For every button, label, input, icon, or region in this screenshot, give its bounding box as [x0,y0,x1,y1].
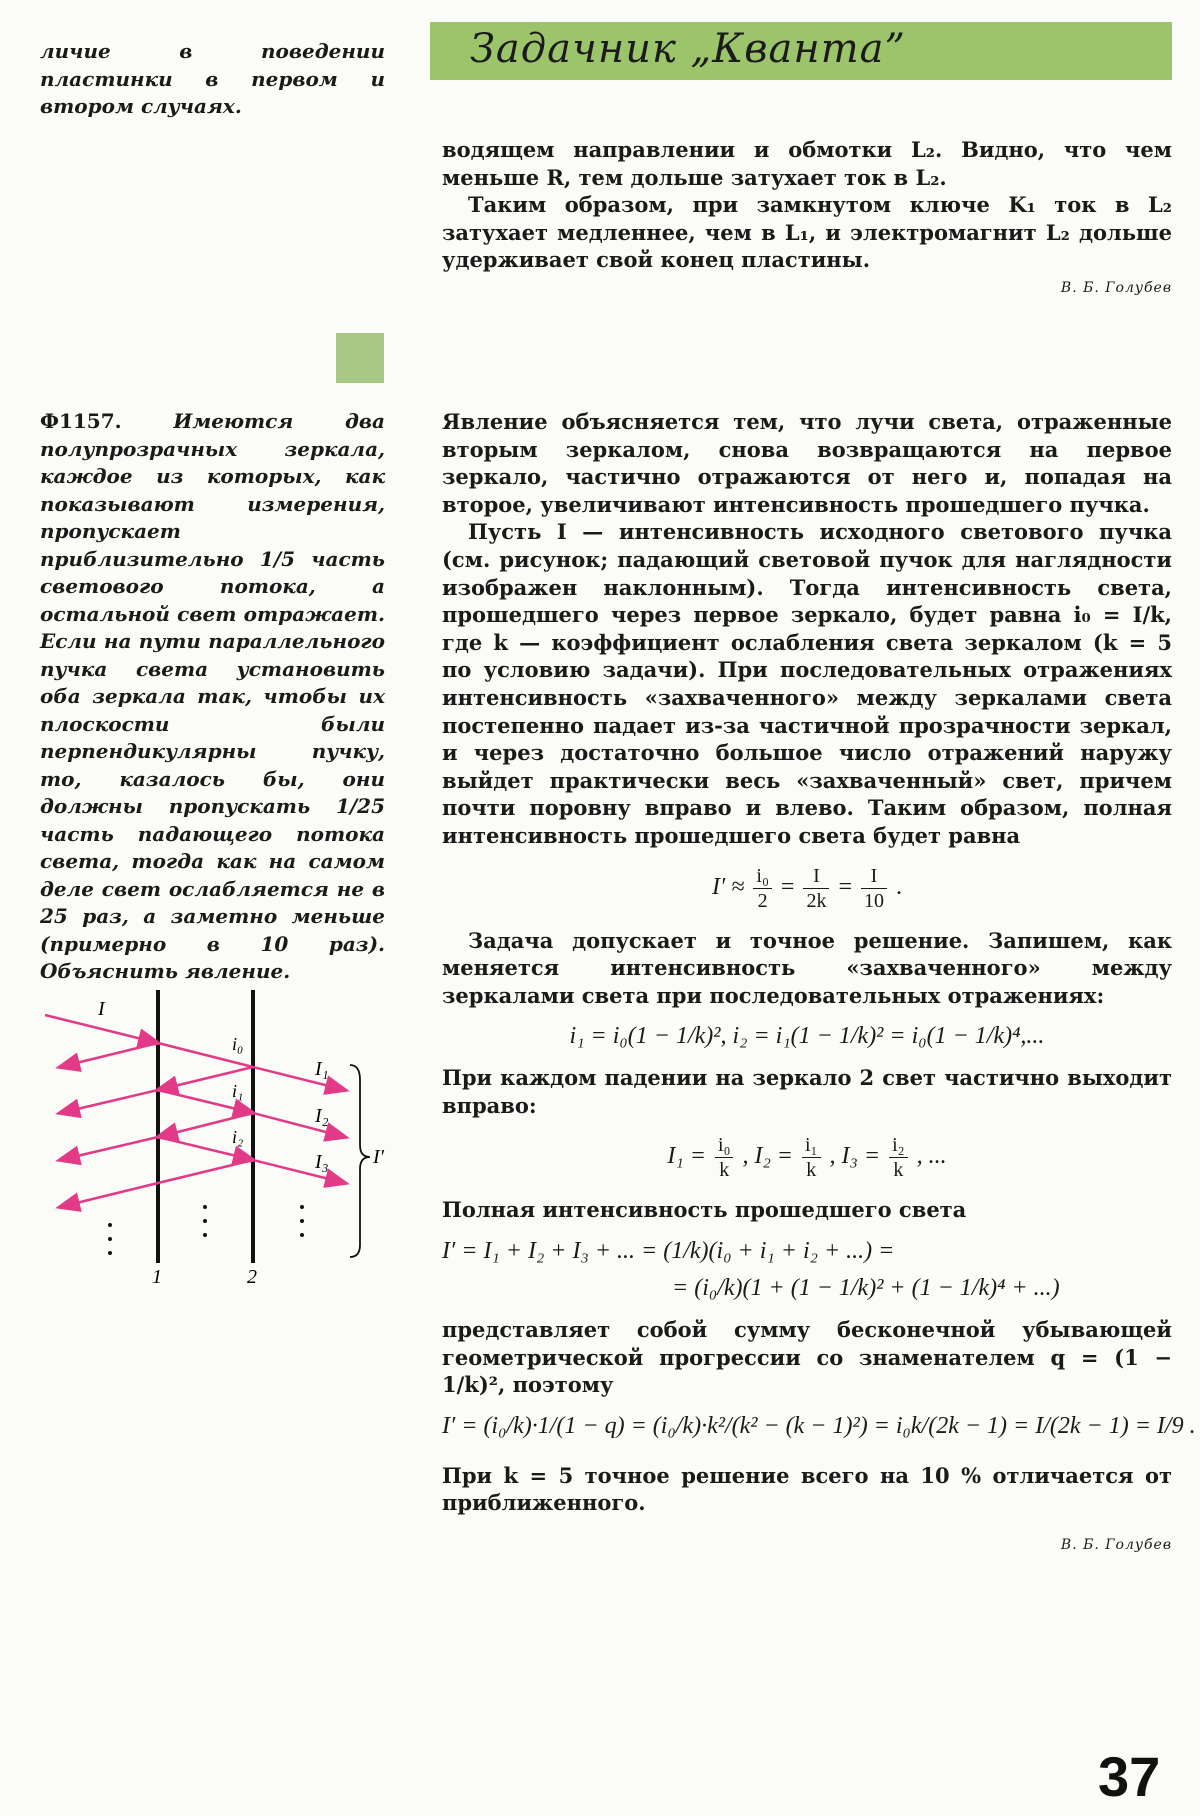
frac-num: i₁ [802,1133,821,1158]
label-I3: I₃ [315,1151,329,1173]
solution-paragraph-1: Явление объясняется тем, что лучи света, отраженные вторым зеркалом, снова возвращаются на первое зеркало, частично отражаются от него и, попадая на второе, увеличивают интенсивность прошедшего пучка. [442,409,1172,517]
frac-I-10 [861,864,887,913]
problem-number: Ф1157. [40,409,122,433]
frac-num: i₀ [753,864,772,889]
ray-I2 [253,1113,345,1137]
continuation-dots [108,1205,304,1255]
formula-recursion-text: i₁ = i₀(1 − 1/k)², i₂ = i₁(1 − 1/k)² = i₀(1 − 1/k)⁴,... [569,1023,1045,1050]
label-mirror-1: 1 [152,1266,162,1285]
solution-paragraph-2: Пусть I — интенсивность исходного светового пучка (см. рисунок; падающий световой пучок для наглядности изображен наклонным). Тогда интенсивность света, прошедшего через первое зеркало, будет равна i₀ = I/k, где k — коэффициент ослабления света зеркалом (k = 5 по условию задачи). При последовательных отражениях интенсивность «захваченного» между зеркалами света постепенно падает из-за частичной прозрачности зеркал, и через достаточно большое число отражений наружу выйдет практически весь «захваченный» свет, причем почти поровну вправо и влево. Таким образом, полная интенсивность прошедшего света будет равна [442,519,1172,848]
formula-total-line-1: I′ = I₁ + I₂ + I₃ + ... = (1/k)(i₀ + i₁ + i₂ + ...) = [442,1238,895,1265]
top-signature: В. Б. Голубев [1060,279,1172,296]
formula-recursion [442,1023,1172,1050]
frac-den: 2k [806,889,827,912]
frac-den: k [893,1159,904,1182]
ray-back-3 [158,1160,253,1183]
label-I1: I₁ [315,1058,329,1080]
solution-signature: В. Б. Голубев [1060,1537,1172,1554]
frac-num: i₂ [889,1133,908,1158]
formula-total-line-2: = (i₀/k)(1 + (1 − 1/k)² + (1 − 1/k)⁴ + ...) [672,1275,1060,1302]
formula-final [442,1412,1196,1440]
formula-I3: , I₃ = [829,1143,881,1170]
frac-i1-k [802,1133,821,1182]
frac-num: i₀ [715,1133,734,1158]
frac-den: 2 [757,889,768,912]
frac-num: I [803,864,829,889]
label-i2: i₂ [232,1127,244,1147]
decorative-square [336,333,384,383]
label-I: I [98,998,105,1020]
frac-den: k [719,1159,730,1182]
section-banner [430,22,1172,80]
right-top-block [442,136,1172,296]
ray-I1 [253,1067,345,1090]
solution-paragraph-3: Задача допускает и точное решение. Запишем, как меняется интенсивность «захваченного» между зеркалами света при последовательных отражениях: [442,927,1172,1008]
page-number: 37 [1098,1745,1161,1808]
formula-outputs [442,1133,1172,1182]
formula-approx: I′ ≈ $\frac{\text{i₀}}{2}$ = $\frac{I}{2k}$ = $\frac{I}{10}$ . [711,864,903,912]
label-i0: i₀ [232,1034,244,1054]
label-Iprime: I′ [373,1146,385,1168]
label-I2: I₂ [315,1105,329,1127]
top-paragraph-2: Таким образом, при замкнутом ключе K₁ ток в L₂ затухает медленнее, чем в L₁, и электромагнит L₂ дольше удерживает свой конец пластины. [442,192,1172,273]
frac-i0-k [715,1133,734,1182]
label-mirror-2: 2 [247,1266,257,1285]
frac-I-2k [803,864,829,913]
ray-left-4 [60,1183,158,1207]
banner-title: Задачник „Кванта” [470,26,906,72]
problem-block [40,408,385,986]
ray-left-1 [60,1043,158,1067]
left-top-block [40,38,385,121]
formula-total [442,1238,1172,1302]
solution-paragraph-5: Полная интенсивность прошедшего света [442,1197,967,1223]
frac-den: k [806,1159,817,1182]
solution-paragraph-7: При k = 5 точное решение всего на 10 % отличается от приближенного. [442,1462,1172,1516]
formula-tail: , ... [916,1143,947,1170]
formula-approx-lhs: I′ ≈ [711,873,745,900]
label-i1: i₁ [232,1081,244,1101]
solution-block [442,408,1196,1554]
frac-num: I [861,864,887,889]
problem-text: Имеются два полупрозрачных зеркала, каждое из которых, как показывают измерения, пропускает приблизительно 1/5 часть светового потока, а остальной свет отражает. Если на пути параллельного пучка света установить оба зеркала так, чтобы их плоскости были перпендикулярны пучку, то, казалось бы, они должны пропускать 1/25 часть падающего потока света, тогда как на самом деле свет ослабляется не в 25 раз, а заметно меньше (примерно в 10 раз). Объяснить явление. [40,409,385,983]
formula-final-text: I′ = (i₀/k)·1/(1 − q) = (i₀/k)·k²/(k² − (k − 1)²) = i₀k/(2k − 1) = I/(2k − 1) = I/9 . [442,1412,1196,1439]
mirrors-diagram [40,985,385,1285]
formula-I2: , I₂ = [742,1143,793,1170]
output-brace [350,1065,370,1257]
formula-I1: I₁ = [667,1143,706,1170]
solution-paragraph-6: представляет собой сумму бесконечной убывающей геометрической прогрессии со знаменателем q = (1 − 1/k)², поэтому [442,1317,1172,1398]
left-top-text: личие в поведении пластинки в первом и втором случаях. [40,39,385,118]
ray-left-3 [60,1137,158,1160]
frac-den: 10 [864,889,885,912]
frac-i0-2 [753,864,772,913]
ray-I3 [253,1160,345,1183]
frac-i2-k [889,1133,908,1182]
ray-left-2 [60,1090,158,1113]
top-paragraph-1: водящем направлении и обмотки L₂. Видно, что чем меньше R, тем дольше затухает ток в L₂. [442,137,1172,190]
solution-paragraph-4: При каждом падении на зеркало 2 свет частично выходит вправо: [442,1065,1172,1118]
